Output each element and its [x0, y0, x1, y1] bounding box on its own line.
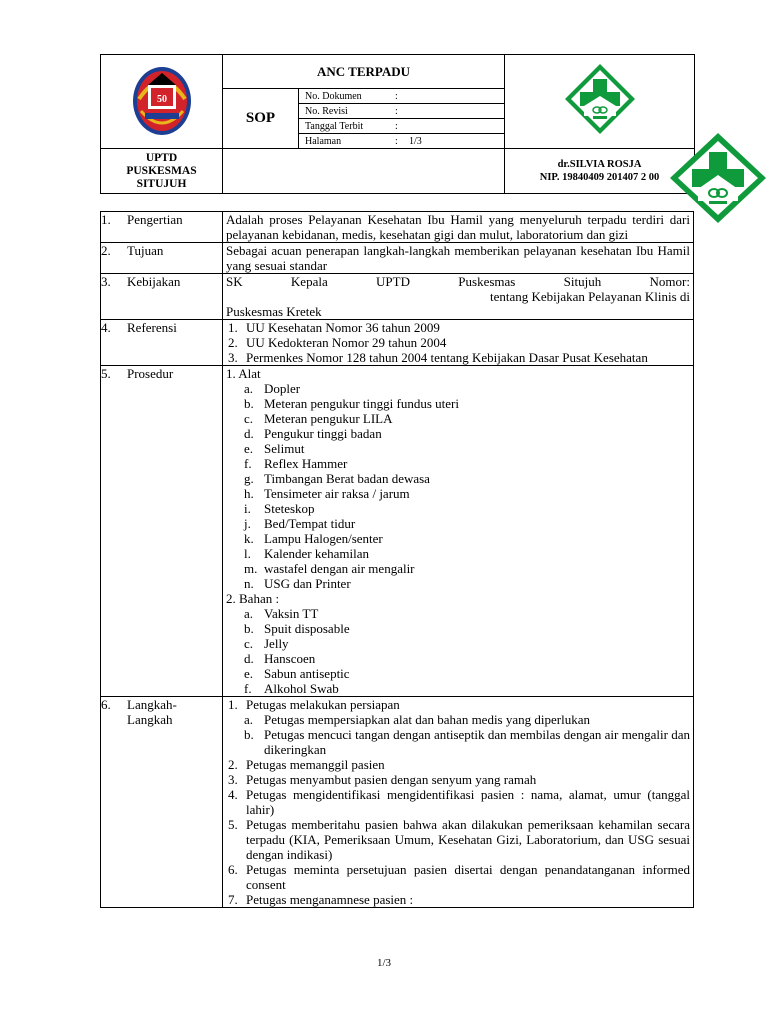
meta-label: Tanggal Terbit: [299, 119, 389, 134]
svg-text:50: 50: [156, 94, 167, 105]
meta-row: No. Revisi :: [299, 104, 504, 119]
list-item: g. Timbangan Berat badan dewasa: [244, 471, 430, 486]
referensi-list: [223, 320, 694, 366]
list-item: e. Sabun antiseptic: [244, 666, 350, 681]
meta-label: Halaman: [305, 135, 342, 147]
meta-label: No. Dokumen: [299, 89, 389, 104]
list-item: m. wastafel dengan air mengalir: [244, 561, 415, 576]
sop-label: SOP: [223, 89, 299, 149]
tujuan-text: Sebagai acuan penerapan langkah-langkah memberikan pelayanan kesehatan Ibu Hamil yang sesuai standar: [223, 243, 694, 274]
sop-header-table: [100, 54, 695, 194]
row-referensi: 4. Referensi 1. UU Kesehatan Nomor 36 tahun 2009 2. UU Kedokteran Nomor 29 tahun 2004 3. Permenkes Nomor 128 tahun 2004 tentang Kebijakan Dasar Pusat Kesehatan: [101, 320, 694, 366]
list-item: 2. UU Kedokteran Nomor 29 tahun 2004: [228, 335, 447, 350]
regency-emblem-icon: [131, 61, 193, 137]
page-number: 1/3: [376, 957, 392, 969]
section-label: Langkah- Langkah: [127, 697, 177, 727]
list-item: f. Reflex Hammer: [244, 456, 348, 471]
list-item: i. Steteskop: [244, 501, 315, 516]
list-item: a. Vaksin TT: [244, 606, 319, 621]
document-title: ANC TERPADU: [223, 55, 505, 89]
row-langkah: 6. Langkah- Langkah 1. Petugas melakukan persiapan a. Petugas mempersiapkan alat dan bahan medis yang diperlukan b. Petugas mencuci tangan dengan antiseptik dan membilas dengan air mengalir dan dikeringkan 2. Petugas memanggil pasien 3. Petugas menyambut pasien dengan senyum yang ramah 4. Petugas mengidentifikasi mengidentifikasi pasien : nama, alamat, umur (tanggal lahir) 5. Petugas memberitahu pasien bahwa akan dilakukan pemeriksaan kehamilan secara terpadu (KIA, Pemeriksaan Umum, Kesehatan Gizi, Laboratorium, dan USG sesuai dengan indikasi) 6. Petugas meminta persetujuan pasien disertai dengan penandatanganan informed consent 7. Petugas menganamnese pasien :: [101, 697, 694, 908]
langkah-content: [223, 697, 694, 908]
puskesmas-logo-icon: [563, 62, 637, 136]
list-item: 1. UU Kesehatan Nomor 36 tahun 2009: [228, 320, 440, 335]
list-item: n. USG dan Printer: [244, 576, 351, 591]
list-item: d. Hanscoen: [244, 651, 316, 666]
organization-name: UPTD PUSKESMAS SITUJUH: [101, 149, 223, 194]
list-item: c. Jelly: [244, 636, 289, 651]
list-item: h. Tensimeter air raksa / jarum: [244, 486, 410, 501]
regency-emblem-cell: [101, 55, 223, 149]
list-item: 6. Petugas meminta persetujuan pasien disertai dengan penandatanganan informed consent: [228, 862, 690, 892]
list-item: l. Kalender kehamilan: [244, 546, 370, 561]
signer-nip: NIP. 19840409 201407 2 00: [539, 172, 660, 183]
meta-label: No. Revisi: [299, 104, 389, 119]
meta-row: Halaman : 1/3: [299, 134, 504, 149]
signer-block: [505, 149, 695, 194]
section-label: Tujuan: [127, 243, 164, 258]
alat-list: [226, 381, 690, 591]
list-item: b. Spuit disposable: [244, 621, 350, 636]
row-prosedur: 5. Prosedur 1. Alat a. Dopler b. Meteran pengukur tinggi fundus uteri c. Meteran pengukur LILA d. Pengukur tinggi badan e. Selimut f. Reflex Hammer g. Timbangan Berat badan dewasa h. Tensimeter air raksa / jarum i. Steteskop j. Bed/Tempat tidur k. Lampu Halogen/senter l. Kalender kehamilan m. wastafel dengan air mengalir n. USG dan Printer 2. Bahan : a. Vaksin TT b. Spuit disposable c. Jelly d. Hanscoen e. Sabun antiseptic f. Alkohol Swab: [101, 366, 694, 697]
section-label: Referensi: [127, 320, 177, 335]
list-item: 7. Petugas menganamnese pasien :: [228, 892, 414, 907]
list-item: b. Meteran pengukur tinggi fundus uteri: [244, 396, 459, 411]
meta-row: Tanggal Terbit :: [299, 119, 504, 134]
row-tujuan: 2. Tujuan Sebagai acuan penerapan langkah-langkah memberikan pelayanan kesehatan Ibu Hamil yang sesuai standar: [101, 243, 694, 274]
bahan-list: [226, 606, 690, 696]
document-meta: [299, 89, 505, 149]
meta-row: No. Dokumen :: [299, 89, 504, 104]
list-item: 5. Petugas memberitahu pasien bahwa akan dilakukan pemeriksaan kehamilan secara terpadu (KIA, Pemeriksaan Umum, Kesehatan Gizi, Laboratorium, dan USG sesuai dengan indikasi): [228, 817, 690, 862]
puskesmas-logo-cell: [505, 55, 695, 149]
section-label: Pengertian: [127, 212, 183, 227]
prosedur-content: [223, 366, 694, 697]
row-pengertian: 1. Pengertian Adalah proses Pelayanan Kesehatan Ibu Hamil yang menyeluruh terpadu terdiri dari pelayanan kebidanan, medis, kesehatan gigi dan mulut, laboratorium dan gizi: [101, 212, 694, 243]
page-count: 1/3: [409, 135, 422, 147]
list-item: c. Meteran pengukur LILA: [244, 411, 393, 426]
list-item: b. Petugas mencuci tangan dengan antiseptik dan membilas dengan air mengalir dan dikeringkan: [244, 727, 690, 757]
sop-content-table: [100, 211, 694, 908]
pengertian-text: Adalah proses Pelayanan Kesehatan Ibu Hamil yang menyeluruh terpadu terdiri dari pelayanan kebidanan, medis, kesehatan gigi dan mulut, laboratorium dan gizi: [223, 212, 694, 243]
alat-title: 1. Alat: [226, 366, 261, 381]
list-item: 3. Petugas menyambut pasien dengan senyum yang ramah: [228, 772, 537, 787]
list-item: 4. Petugas mengidentifikasi mengidentifikasi pasien : nama, alamat, umur (tanggal lahir): [228, 787, 690, 817]
list-item: f. Alkohol Swab: [244, 681, 339, 696]
blank-cell: [223, 149, 505, 194]
list-item: 3. Permenkes Nomor 128 tahun 2004 tentang Kebijakan Dasar Pusat Kesehatan: [228, 350, 648, 365]
list-item: 2. Petugas memanggil pasien: [228, 757, 385, 772]
bahan-title: 2. Bahan :: [226, 591, 280, 606]
list-item: e. Selimut: [244, 441, 305, 456]
list-item: 1. Petugas melakukan persiapan a. Petugas mempersiapkan alat dan bahan medis yang diperlukan b. Petugas mencuci tangan dengan antiseptik dan membilas dengan air mengalir dan dikeringkan: [228, 697, 690, 757]
row-kebijakan: 3. Kebijakan SK Kepala UPTD Puskesmas Situjuh Nomor: tentang Kebijakan Pelayanan Klinis di Puskesmas Kretek: [101, 274, 694, 320]
list-item: a. Petugas mempersiapkan alat dan bahan medis yang diperlukan: [244, 712, 590, 727]
kebijakan-text: SK Kepala UPTD Puskesmas Situjuh Nomor: tentang Kebijakan Pelayanan Klinis di Puskesmas Kretek: [223, 274, 694, 320]
signer-name: dr.SILVIA ROSJA: [557, 159, 642, 170]
list-item: k. Lampu Halogen/senter: [244, 531, 383, 546]
list-item: j. Bed/Tempat tidur: [244, 516, 356, 531]
list-item: d. Pengukur tinggi badan: [244, 426, 382, 441]
section-label: Prosedur: [127, 366, 174, 381]
section-label: Kebijakan: [127, 274, 181, 289]
list-item: a. Dopler: [244, 381, 301, 396]
